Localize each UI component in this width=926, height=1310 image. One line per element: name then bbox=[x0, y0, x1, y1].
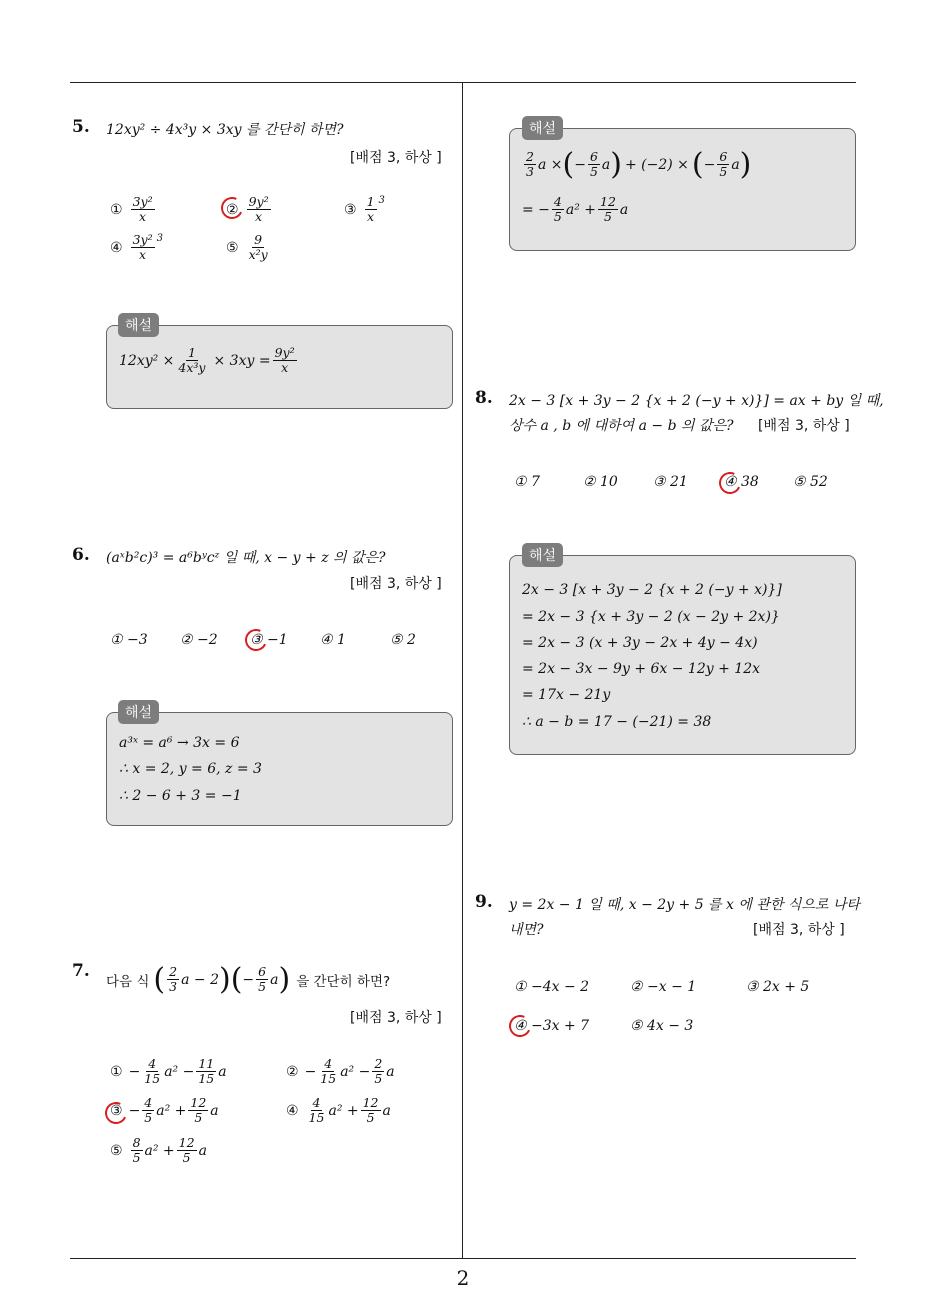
q6-option-3[interactable]: ③ −1 bbox=[250, 632, 288, 648]
q5-option-4[interactable]: ④ $\frac{\text{3y²}}{x}$ $^3$ bbox=[110, 232, 163, 263]
q5-solution-box bbox=[106, 325, 453, 409]
q6-solution-line-3: ∴ 2 − 6 + 3 = −1 bbox=[119, 788, 242, 804]
q7-option-4[interactable]: ④ $\frac{4}{15}$ a² + $\frac{12}{5}$ a bbox=[286, 1095, 391, 1126]
q6-meta: [배점 3, 하상 ] bbox=[350, 576, 442, 592]
q9-number: 9. bbox=[475, 892, 493, 912]
q8-solution-line-2: = 2x − 3 {x + 3y − 2 (x − 2y + 2x)} bbox=[522, 609, 780, 625]
q7-option-1[interactable]: ① − $\frac{4}{15}$ a² − $\frac{11}{15}$ a bbox=[110, 1056, 227, 1087]
q5-meta: [배점 3, 하상 ] bbox=[350, 150, 442, 166]
q8-solution-box bbox=[509, 555, 856, 755]
q7-solution-tag: 해설 bbox=[522, 116, 563, 140]
q6-text: (aˣb²c)³ = a⁶bʸcᶻ 일 때, x − y + z 의 값은? bbox=[106, 550, 386, 566]
page-number: 2 bbox=[456, 1266, 470, 1290]
q7-option-3[interactable]: ③ − $\frac{4}{5}$ a² + $\frac{12}{5}$ a bbox=[110, 1095, 219, 1126]
q5-option-3[interactable]: ③ $\frac{1}{x}$ $^3$ bbox=[344, 194, 385, 225]
q8-solution-line-4: = 2x − 3x − 9y + 6x − 12y + 12x bbox=[522, 661, 760, 677]
q6-solution-box bbox=[106, 712, 453, 826]
q5-option-2[interactable]: ② $\frac{\text{9y²}}{x}$ bbox=[226, 194, 269, 225]
q6-solution-line-2: ∴ x = 2, y = 6, z = 3 bbox=[119, 761, 262, 777]
q5-text: 12xy² ÷ 4x³y × 3xy 를 간단히 하면? bbox=[106, 122, 344, 138]
q7-solution-line-2: = − $\frac{4}{5}$ a² + $\frac{12}{5}$ a bbox=[522, 194, 629, 225]
q8-line-2: 상수 a , b 에 대하여 a − b 의 값은? bbox=[509, 418, 734, 434]
q8-option-1[interactable]: ① 7 bbox=[514, 474, 540, 490]
q9-option-5[interactable]: ⑤ 4x − 3 bbox=[630, 1018, 694, 1034]
q9-option-1[interactable]: ① −4x − 2 bbox=[514, 979, 590, 995]
top-rule bbox=[70, 82, 856, 83]
q9-line-1: y = 2x − 1 일 때, x − 2y + 5 를 x 에 관한 식으로 나타 bbox=[509, 897, 860, 913]
column-divider bbox=[462, 83, 463, 1259]
q8-solution-line-6: ∴ a − b = 17 − (−21) = 38 bbox=[522, 714, 712, 730]
q7-option-2[interactable]: ② − $\frac{4}{15}$ a² − $\frac{2}{5}$ a bbox=[286, 1056, 395, 1087]
q9-option-3[interactable]: ③ 2x + 5 bbox=[746, 979, 810, 995]
q8-line-1: 2x − 3 [x + 3y − 2 {x + 2 (−y + x)}] = ax + by 일 때, bbox=[509, 393, 884, 409]
q7-solution-box bbox=[509, 128, 856, 251]
q9-line-2: 내면? bbox=[509, 922, 544, 938]
q8-option-2[interactable]: ② 10 bbox=[583, 474, 618, 490]
q9-answer-mark bbox=[506, 1012, 534, 1040]
q8-solution-line-3: = 2x − 3 (x + 3y − 2x + 4y − 4x) bbox=[522, 635, 758, 651]
q5-option-1[interactable]: ① $\frac{\text{3y²}}{x}$ bbox=[110, 194, 153, 225]
q7-solution-line-1: $\frac{2}{3}$ a × ( − $\frac{6}{5}$ a ) + (−2) × ( − $\frac{6}{5}$ a ) bbox=[526, 147, 752, 182]
q8-meta: [배점 3, 하상 ] bbox=[758, 418, 850, 434]
q6-solution-tag: 해설 bbox=[118, 700, 159, 724]
q8-solution-tag: 해설 bbox=[522, 543, 563, 567]
q9-option-2[interactable]: ② −x − 1 bbox=[630, 979, 697, 995]
q5-option-5[interactable]: ⑤ $\frac{9}{\text{x²y}}$ bbox=[226, 232, 268, 263]
q6-number: 6. bbox=[72, 545, 90, 565]
q7-text: 다음 식 ( $\frac{2}{3}$ a − 2 ) ( − $\frac{6}{5}$ a ) 을 간단히 하면? bbox=[106, 962, 391, 997]
q8-option-4[interactable]: ④ 38 bbox=[724, 474, 759, 490]
q6-option-4[interactable]: ④ 1 bbox=[320, 632, 346, 648]
q6-option-5[interactable]: ⑤ 2 bbox=[390, 632, 416, 648]
q7-option-5[interactable]: ⑤ $\frac{8}{5}$ a² + $\frac{12}{5}$ a bbox=[110, 1135, 207, 1166]
q8-option-5[interactable]: ⑤ 52 bbox=[793, 474, 828, 490]
q6-answer-mark bbox=[242, 626, 270, 654]
bottom-rule bbox=[70, 1258, 856, 1259]
q8-solution-line-1: 2x − 3 [x + 3y − 2 {x + 2 (−y + x)}] bbox=[522, 582, 782, 598]
q9-option-4[interactable]: ④ −3x + 7 bbox=[514, 1018, 590, 1034]
q6-option-2[interactable]: ② −2 bbox=[180, 632, 218, 648]
q7-number: 7. bbox=[72, 961, 90, 981]
q5-solution-line: 12xy² × $\frac{1}{\text{4x³y}}$ × 3xy = $\frac{\text{9y²}}{x}$ bbox=[119, 345, 295, 376]
q9-meta: [배점 3, 하상 ] bbox=[753, 922, 845, 938]
q8-number: 8. bbox=[475, 388, 493, 408]
q6-option-1[interactable]: ① −3 bbox=[110, 632, 148, 648]
q5-solution-tag: 해설 bbox=[118, 313, 159, 337]
q8-option-3[interactable]: ③ 21 bbox=[653, 474, 688, 490]
q7-meta: [배점 3, 하상 ] bbox=[350, 1010, 442, 1026]
q5-number: 5. bbox=[72, 117, 90, 137]
q6-solution-line-1: a³ˣ = a⁶ → 3x = 6 bbox=[119, 735, 240, 751]
q8-solution-line-5: = 17x − 21y bbox=[522, 687, 611, 703]
